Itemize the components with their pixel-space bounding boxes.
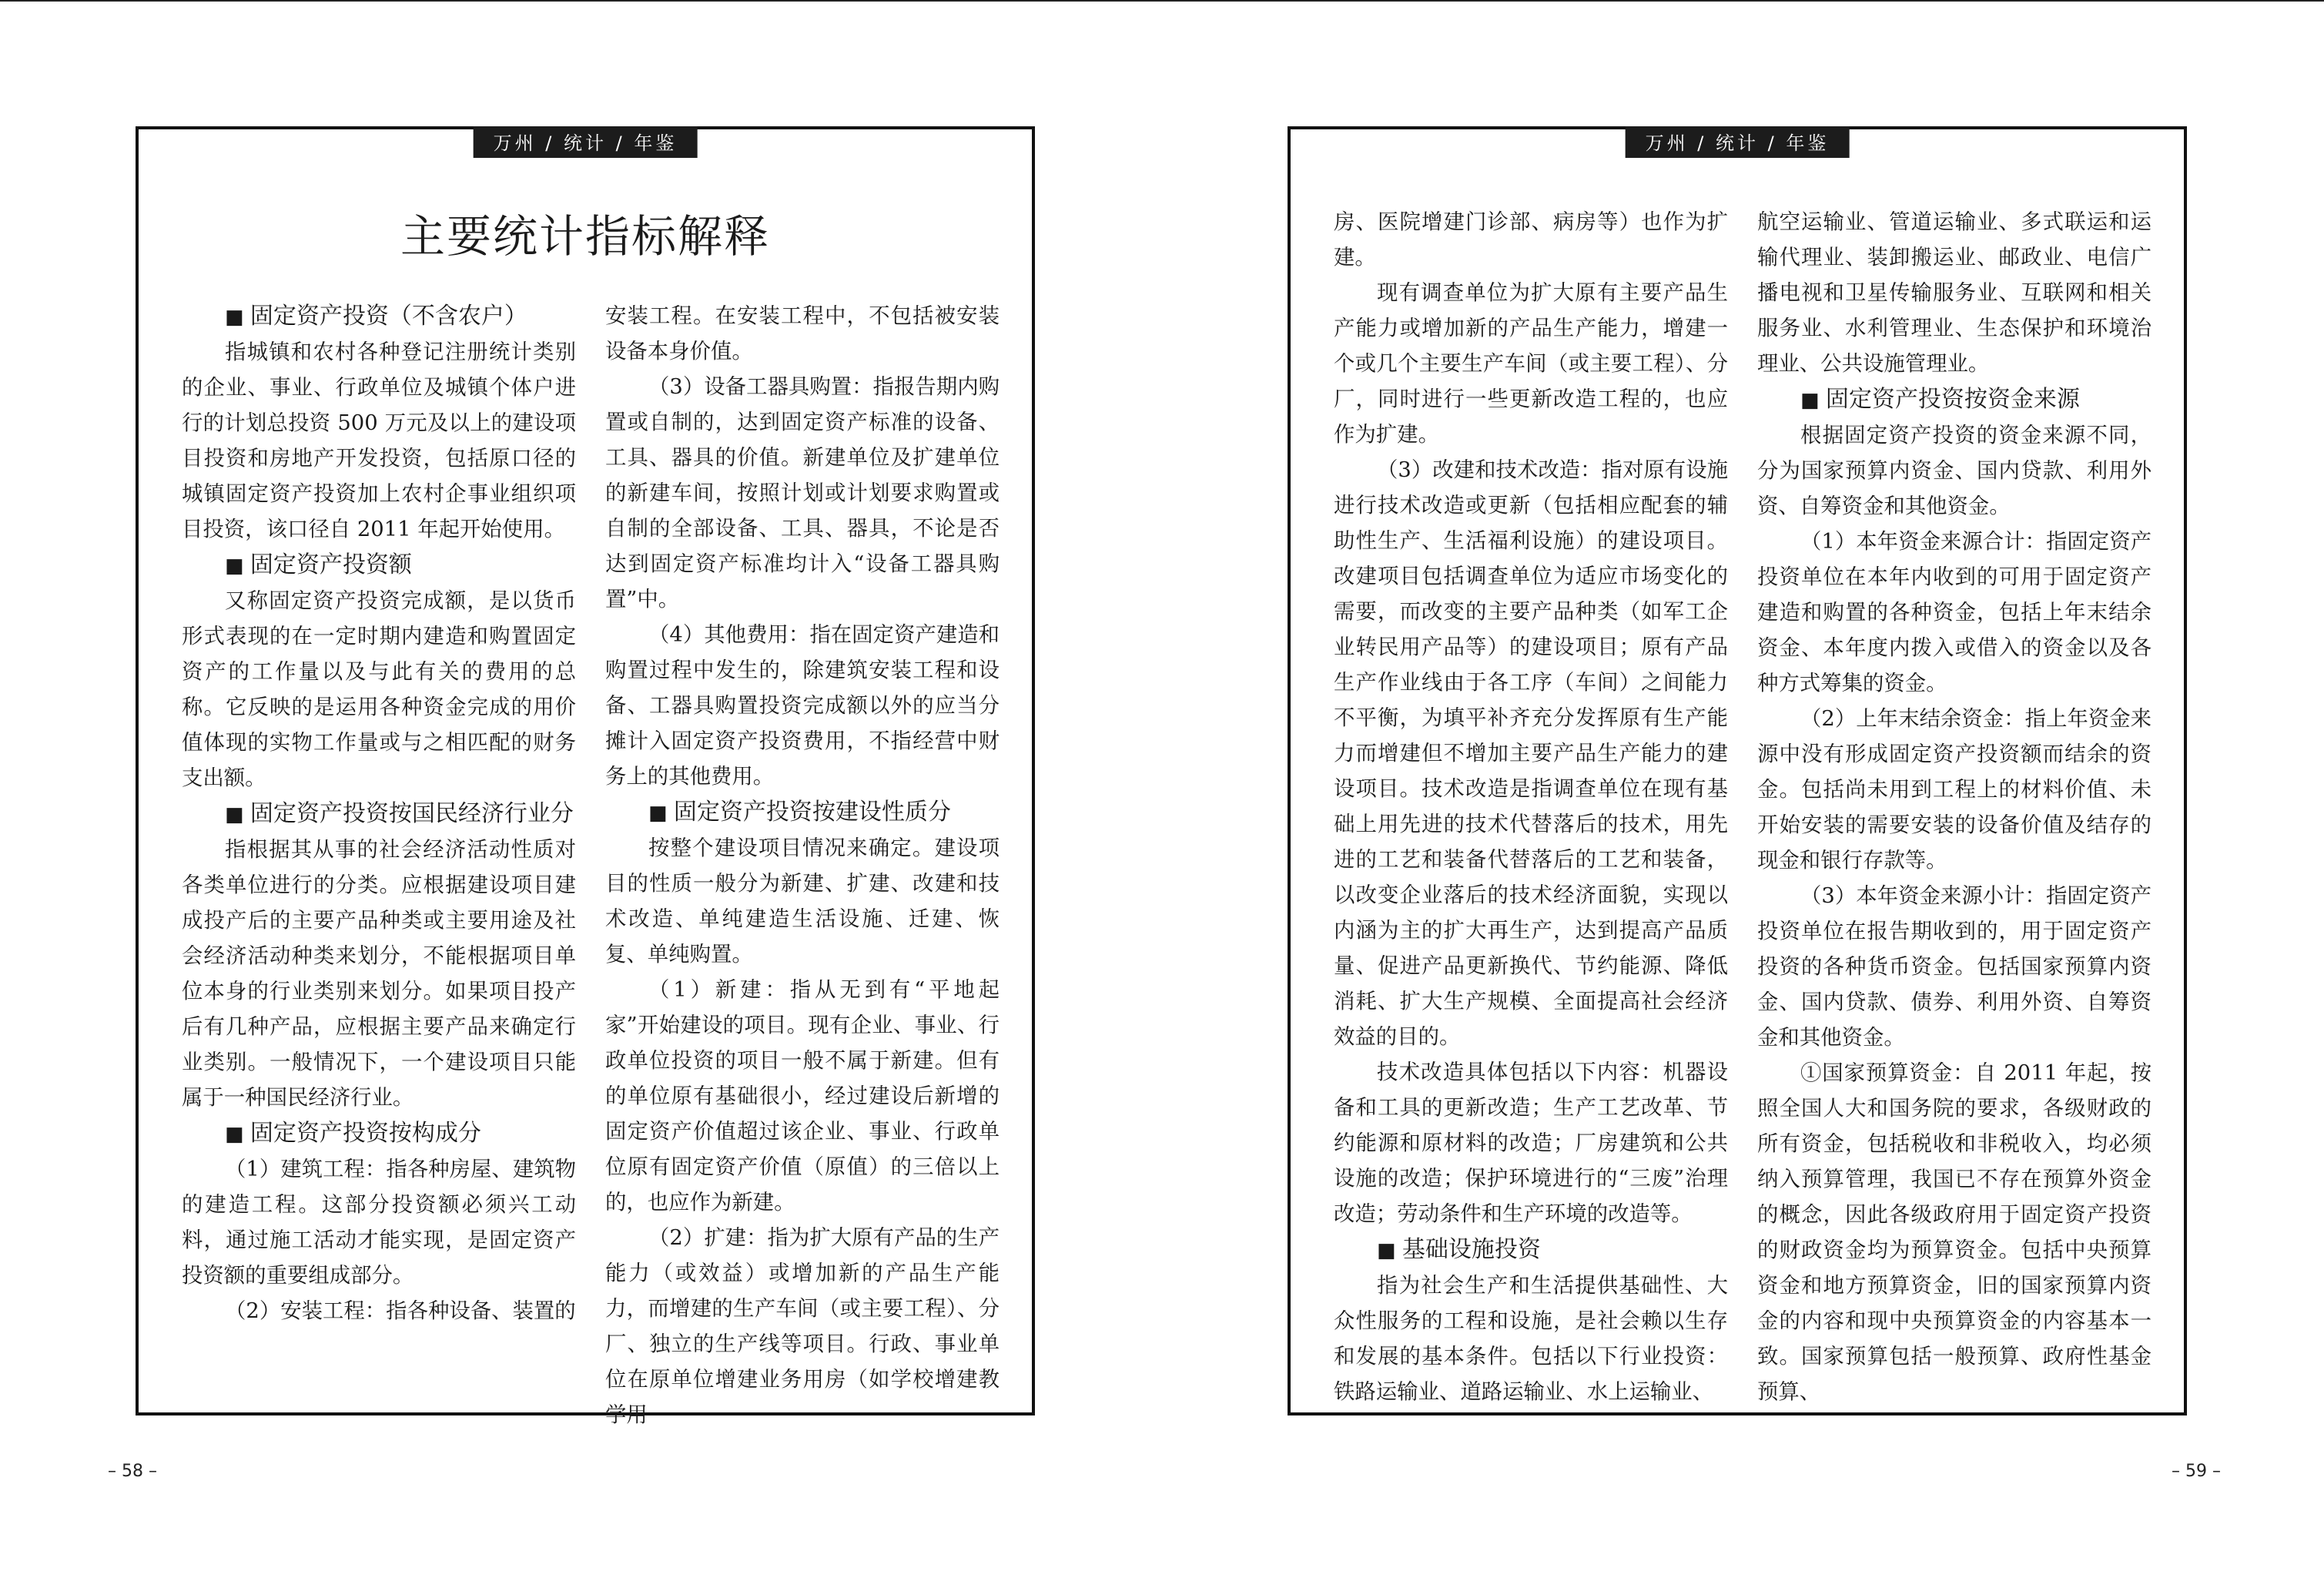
body-paragraph: 现有调查单位为扩大原有主要产品生产能力或增加新的产品生产能力，增建一个或几个主要生产车间（或主要工程）、分厂，同时进行一些更新改造工程的，也应作为扩建。 [1334, 281, 1728, 447]
body-paragraph: 安装工程。在安装工程中，不包括被安装设备本身价值。 [605, 304, 1000, 363]
page-number-right: – 59 – [2172, 1462, 2221, 1481]
body-paragraph: ①国家预算资金：自 2011 年起，按照全国人大和国务院的要求，各级财政的所有资金，包括税收和非税收入，均必须纳入预算管理，我国已不存在预算外资金的概念，因此各级政府用于固定资产投资的财政资金均为预算资金。包括中央预算资金和地方预算资金，旧的国家预算内资金的内容和现中央预算资金的内容基本一致。国家预算包括一般预算、政府性基金预算、 [1757, 1061, 2152, 1404]
left-page-column-1 [182, 299, 576, 1329]
body-paragraph: （3）本年资金来源小计：指固定资产投资单位在报告期收到的，用于固定资产投资的各种货币资金。包括国家预算内资金、国内贷款、债券、利用外资、自筹资金和其他资金。 [1757, 884, 2152, 1050]
body-paragraph: （2）扩建：指为扩大原有产品的生产能力（或效益）或增加新的产品生产能力，而增建的生产车间（或主要工程）、分厂、独立的生产线等项目。行政、事业单位在原单位增建业务用房（如学校增建教学用 [605, 1226, 1000, 1427]
body-paragraph: （4）其他费用：指在固定资产建造和购置过程中发生的，除建筑安装工程和设备、工器具购置投资完成额以外的应当分摊计入固定资产投资费用，不指经营中财务上的其他费用。 [605, 623, 1000, 789]
section-heading-text: 基础设施投资 [1401, 1236, 1541, 1263]
body-paragraph: 指根据其从事的社会经济活动性质对各类单位进行的分类。应根据建设项目建成投产后的主要产品种类或主要用途及社会经济活动种类来划分，不能根据项目单位本身的行业类别来划分。如果项目投产后有几种产品，应根据主要产品来确定行业类别。一般情况下，一个建设项目只能属于一种国民经济行业。 [182, 838, 576, 1110]
black-square-icon: ■ [225, 1123, 250, 1146]
body-paragraph: （1）本年资金来源合计：指固定资产投资单位在本年内收到的可用于固定资产建造和购置的各种资金，包括上年末结余资金、本年度内拨入或借入的资金以及各种方式筹集的资金。 [1757, 530, 2152, 695]
black-square-icon: ■ [648, 802, 674, 825]
top-rule [0, 0, 2324, 2]
black-square-icon: ■ [225, 554, 250, 578]
section-heading [605, 795, 1000, 831]
body-paragraph: 技术改造具体包括以下内容：机器设备和工具的更新改造；生产工艺改革、节约能源和原材料的改造；厂房建筑和公共设施的改造；保护环境进行的“三废”治理改造；劳动条件和生产环境的改造等。 [1334, 1060, 1728, 1226]
section-heading [1334, 1232, 1728, 1268]
section-heading [1757, 382, 2152, 418]
body-paragraph: 又称固定资产投资完成额，是以货币形式表现的在一定时期内建造和购置固定资产的工作量以及与此有关的费用的总称。它反映的是运用各种资金完成的用价值体现的实物工作量或与之相匹配的财务支出额。 [182, 589, 576, 790]
left-page-column-2 [605, 299, 1000, 1433]
section-heading [182, 299, 576, 335]
page-title: 主要统计指标解释 [400, 210, 770, 263]
body-paragraph: （2）上年末结余资金：指上年资金来源中没有形成固定资产投资额而结余的资金。包括尚未用到工程上的材料价值、未开始安装的需要安装的设备价值及结存的现金和银行存款等。 [1757, 707, 2152, 873]
body-paragraph: 房、医院增建门诊部、病房等）也作为扩建。 [1334, 210, 1728, 270]
right-page-column-1 [1334, 205, 1728, 1410]
running-header: 万州 / 统计 / 年鉴 [474, 126, 698, 158]
section-heading [182, 548, 576, 584]
body-paragraph: （1）建筑工程：指各种房屋、建筑物的建造工程。这部分投资额必须兴工动料，通过施工活动才能实现，是固定资产投资额的重要组成部分。 [182, 1157, 576, 1288]
body-paragraph: （3）设备工器具购置：指报告期内购置或自制的，达到固定资产标准的设备、工具、器具的价值。新建单位及扩建单位的新建车间，按照计划或计划要求购置或自制的全部设备、工具、器具，不论是否达到固定资产标准均计入“设备工器具购置”中。 [605, 375, 1000, 611]
body-paragraph: 航空运输业、管道运输业、多式联运和运输代理业、装卸搬运业、邮政业、电信广播电视和卫星传输服务业、互联网和相关服务业、水利管理业、生态保护和环境治理业、公共设施管理业。 [1757, 210, 2152, 376]
section-heading-text: 固定资产投资按构成分 [249, 1120, 481, 1147]
body-paragraph: 按整个建设项目情况来确定。建设项目的性质一般分为新建、扩建、改建和技术改造、单纯建造生活设施、迁建、恢复、单纯购置。 [605, 836, 1000, 967]
section-heading-text: 固定资产投资按国民经济行业分 [249, 800, 574, 827]
running-header: 万州 / 统计 / 年鉴 [1626, 126, 1850, 158]
black-square-icon: ■ [1800, 389, 1826, 412]
body-paragraph: （3）改建和技术改造：指对原有设施进行技术改造或更新（包括相应配套的辅助性生产、生活福利设施）的建设项目。改建项目包括调查单位为适应市场变化的需要，而改变的主要产品种类（如军工企业转民用产品等）的建设项目；原有产品生产作业线由于各工序（车间）之间能力不平衡，为填平补齐充分发挥原有生产能力而增建但不增加主要产品生产能力的建设项目。技术改造是指调查单位在现有基础上用先进的技术代替落后的技术，用先进的工艺和装备代替落后的工艺和装备，以改变企业落后的技术经济面貌，实现以内涵为主的扩大再生产，达到提高产品质量、促进产品更新换代、节约能源、降低消耗、扩大生产规模、全面提高社会经济效益的目的。 [1334, 458, 1728, 1049]
left-page-frame [136, 126, 1035, 1427]
body-paragraph: 根据固定资产投资的资金来源不同，分为国家预算内资金、国内贷款、利用外资、自筹资金和其他资金。 [1757, 424, 2152, 518]
section-heading-text: 固定资产投资按建设性质分 [673, 799, 951, 826]
black-square-icon: ■ [1377, 1239, 1402, 1262]
black-square-icon: ■ [225, 306, 250, 329]
black-square-icon: ■ [225, 803, 250, 826]
right-page-frame [1288, 126, 2187, 1415]
right-page-column-2 [1757, 205, 2152, 1410]
section-heading [182, 796, 576, 833]
section-heading-text: 固定资产投资额 [249, 551, 412, 578]
section-heading [182, 1116, 576, 1152]
section-heading-text: 固定资产投资按资金来源 [1825, 386, 2080, 413]
page-number-left: – 58 – [108, 1462, 157, 1481]
body-paragraph: （1）新建：指从无到有“平地起家”开始建设的项目。现有企业、事业、行政单位投资的项目一般不属于新建。但有的单位原有基础很小，经过建设后新增的固定资产价值超过该企业、事业、行政单位原有固定资产价值（原值）的三倍以上的，也应作为新建。 [605, 978, 1000, 1214]
body-paragraph: 指为社会生产和生活提供基础性、大众性服务的工程和设施，是社会赖以生存和发展的基本条件。包括以下行业投资：铁路运输业、道路运输业、水上运输业、 [1334, 1274, 1728, 1404]
body-paragraph: 指城镇和农村各种登记注册统计类别的企业、事业、行政单位及城镇个体户进行的计划总投资 500 万元及以上的建设项目投资和房地产开发投资，包括原口径的城镇固定资产投资加上农村企事业组织项目投资，该口径自 2011 年起开始使用。 [182, 340, 576, 541]
body-paragraph: （2）安装工程：指各种设备、装置的 [225, 1299, 576, 1323]
section-heading-text: 固定资产投资（不含农户） [249, 303, 527, 330]
